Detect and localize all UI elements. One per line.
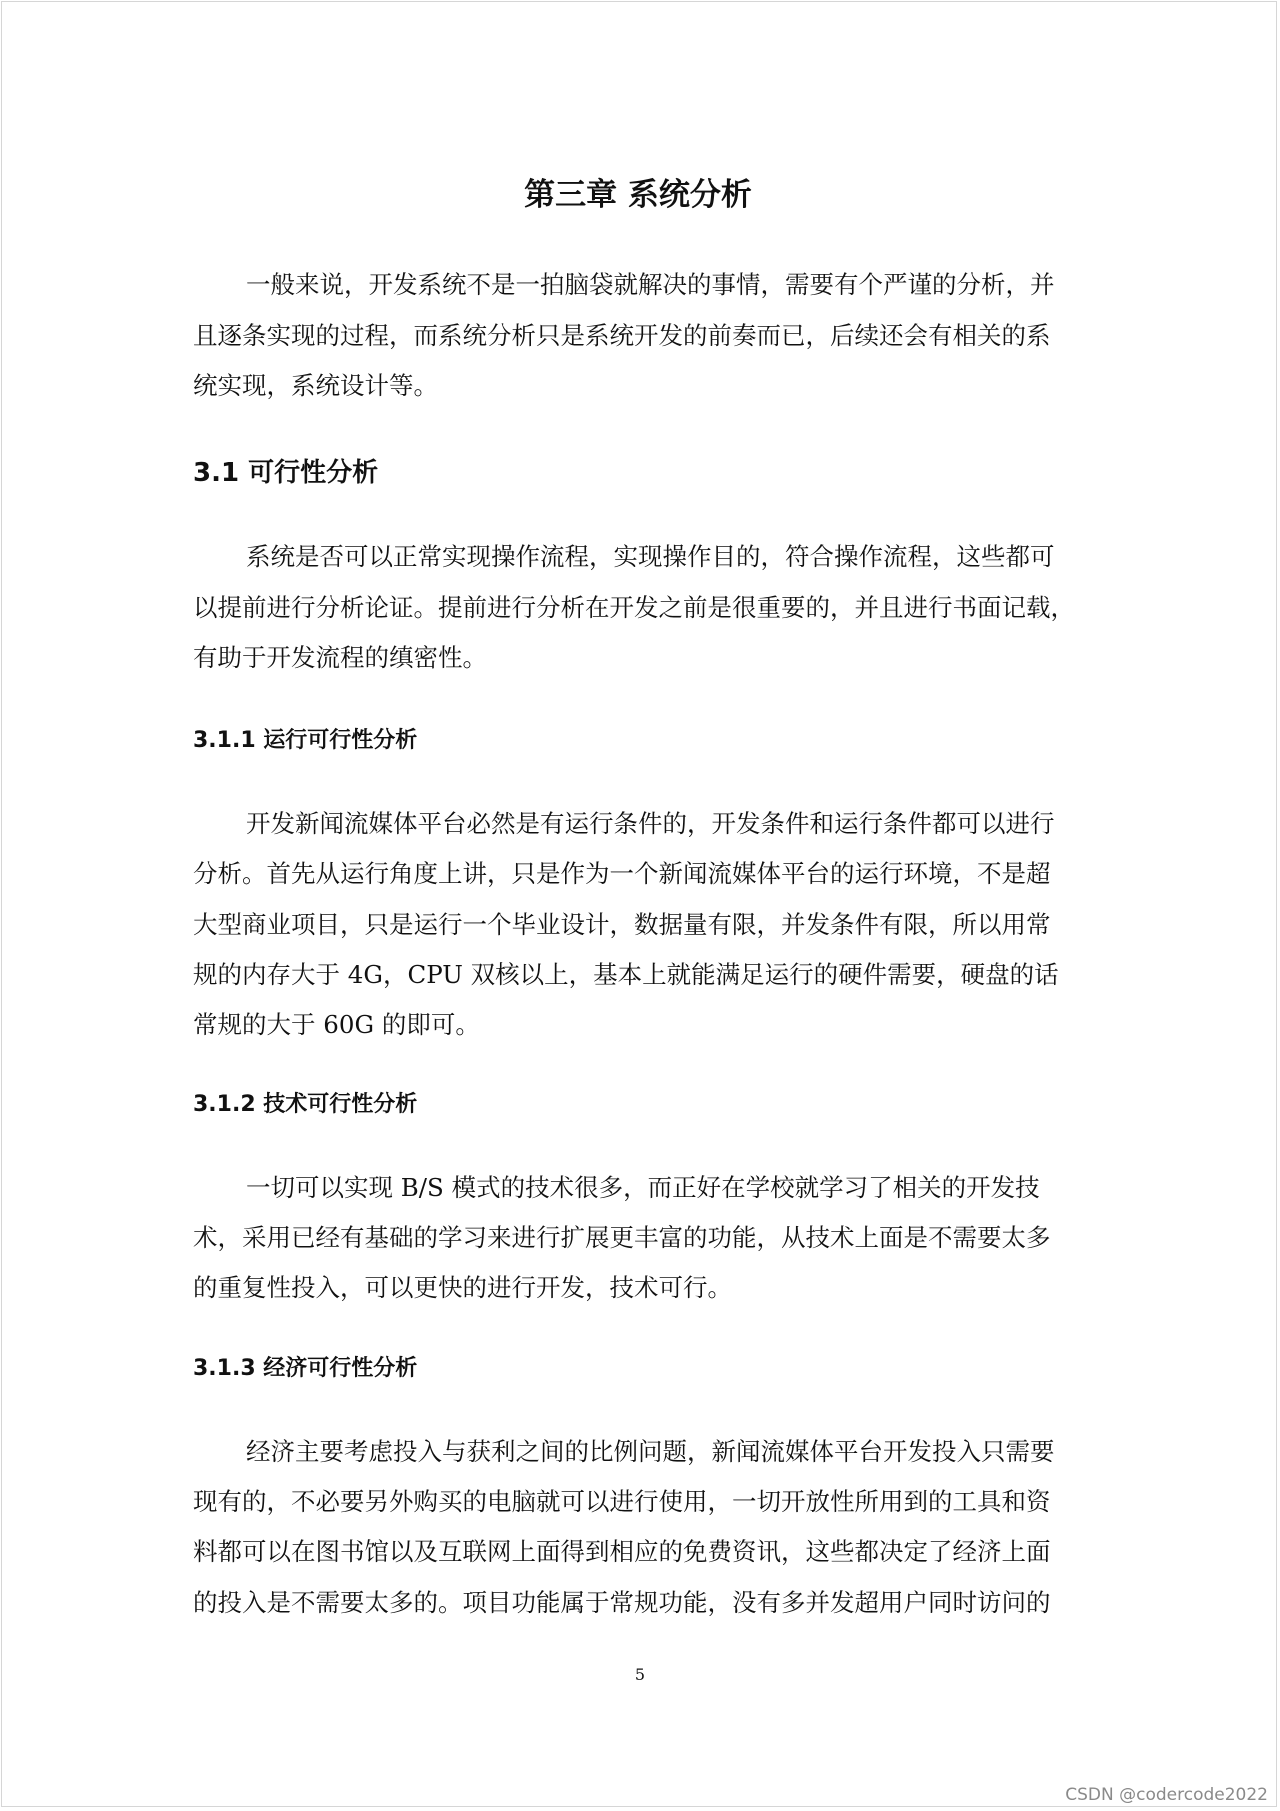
- section-heading-3-1-3: 3.1.3 经济可行性分析: [193, 1356, 418, 1381]
- paragraph-line: 一切可以实现 B/S 模式的技术很多，而正好在学校就学习了相关的开发技: [246, 1173, 1040, 1202]
- paragraph-line: 一般来说，开发系统不是一拍脑袋就解决的事情，需要有个严谨的分析，并: [246, 270, 1055, 299]
- paragraph-line: 术，采用已经有基础的学习来进行扩展更丰富的功能，从技术上面是不需要太多: [193, 1223, 1051, 1252]
- paragraph-line: 的重复性投入，可以更快的进行开发，技术可行。: [193, 1273, 732, 1302]
- paragraph-line: 有助于开发流程的缜密性。: [193, 643, 487, 672]
- paragraph-line: 的投入是不需要太多的。项目功能属于常规功能，没有多并发超用户同时访问的: [193, 1588, 1051, 1617]
- paragraph-line: 分析。首先从运行角度上讲，只是作为一个新闻流媒体平台的运行环境，不是超: [193, 859, 1051, 888]
- watermark: CSDN @codercode2022: [1065, 1785, 1268, 1805]
- page-number: 5: [634, 1665, 646, 1684]
- paragraph-line: 系统是否可以正常实现操作流程，实现操作目的，符合操作流程，这些都可: [246, 542, 1055, 571]
- paragraph-line: 规的内存大于 4G，CPU 双核以上，基本上就能满足运行的硬件需要，硬盘的话: [193, 960, 1059, 989]
- section-heading-3-1-2: 3.1.2 技术可行性分析: [193, 1092, 418, 1117]
- chapter-title: 第三章 系统分析: [524, 177, 752, 213]
- section-heading-3-1-1: 3.1.1 运行可行性分析: [193, 728, 418, 753]
- paragraph-line: 且逐条实现的过程，而系统分析只是系统开发的前奏而已，后续还会有相关的系: [193, 321, 1051, 350]
- paragraph-line: 料都可以在图书馆以及互联网上面得到相应的免费资讯，这些都决定了经济上面: [193, 1537, 1051, 1566]
- section-heading-3-1: 3.1 可行性分析: [193, 458, 379, 488]
- paragraph-line: 常规的大于 60G 的即可。: [193, 1010, 480, 1039]
- paragraph-line: 大型商业项目，只是运行一个毕业设计，数据量有限，并发条件有限，所以用常: [193, 910, 1051, 939]
- paragraph-line: 以提前进行分析论证。提前进行分析在开发之前是很重要的，并且进行书面记载，: [193, 593, 1075, 622]
- paragraph-line: 经济主要考虑投入与获利之间的比例问题，新闻流媒体平台开发投入只需要: [246, 1437, 1055, 1466]
- paragraph-line: 统实现，系统设计等。: [193, 371, 438, 400]
- paragraph-line: 现有的，不必要另外购买的电脑就可以进行使用，一切开放性所用到的工具和资: [193, 1487, 1051, 1516]
- paragraph-line: 开发新闻流媒体平台必然是有运行条件的，开发条件和运行条件都可以进行: [246, 809, 1055, 838]
